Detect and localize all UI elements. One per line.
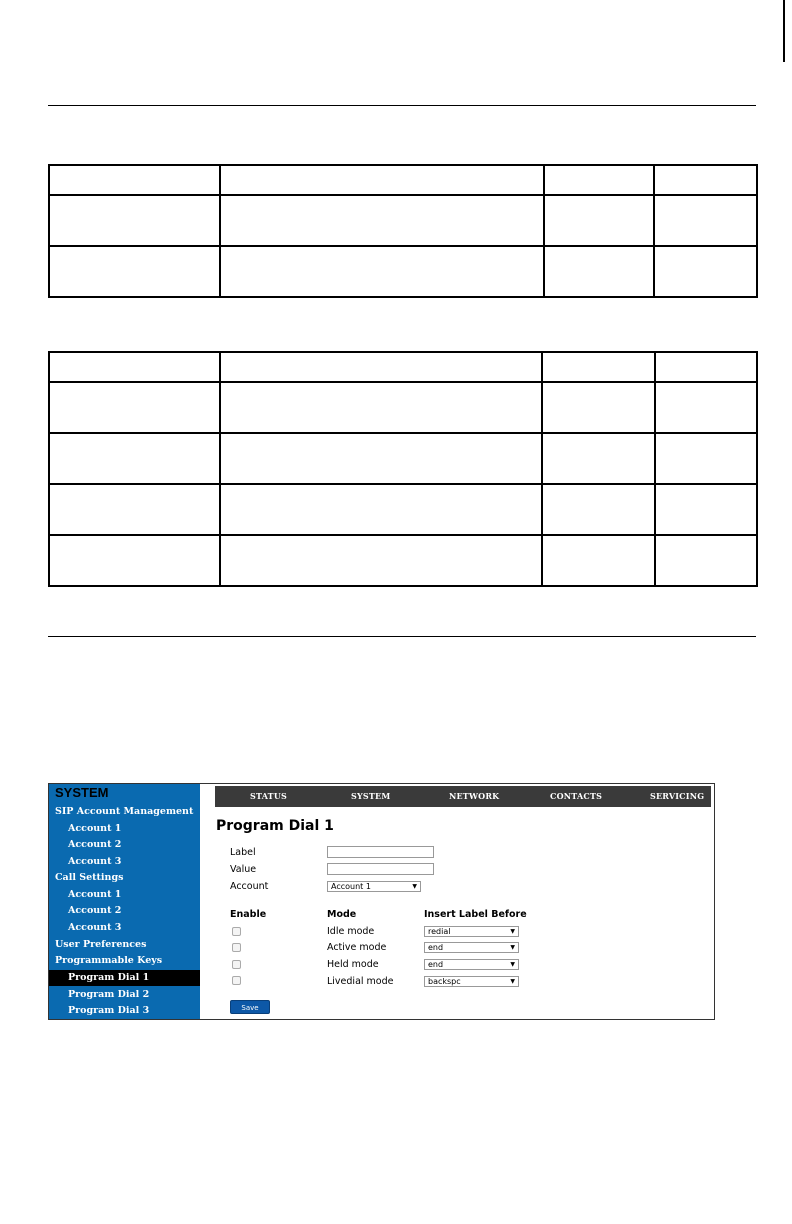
active-mode-checkbox[interactable] <box>232 943 241 952</box>
table-row <box>49 195 757 246</box>
dropdown-arrow-icon: ▼ <box>510 928 515 935</box>
sidebar-item-call-settings[interactable]: Call Settings <box>55 872 124 883</box>
label-input[interactable] <box>327 846 434 858</box>
active-mode-label: Active mode <box>327 942 387 953</box>
table-row <box>49 246 757 297</box>
sidebar-title: SYSTEM <box>55 785 109 800</box>
table-row <box>49 484 757 535</box>
table-row <box>49 382 757 433</box>
active-mode-select[interactable] <box>424 942 519 953</box>
active-mode-select-value: end <box>428 943 444 952</box>
sidebar-item-programmable-keys[interactable]: Programmable Keys <box>55 955 163 966</box>
table-row <box>49 535 757 586</box>
mode-header: Mode <box>327 909 357 920</box>
top-nav <box>215 786 711 807</box>
idle-mode-label: Idle mode <box>327 926 375 937</box>
livedial-mode-checkbox[interactable] <box>232 976 241 985</box>
table-2 <box>48 351 758 587</box>
nav-status[interactable]: STATUS <box>250 791 287 801</box>
nav-servicing[interactable]: SERVICING <box>650 791 705 801</box>
table-1 <box>48 164 758 298</box>
sidebar-item-sip-account-2[interactable]: Account 2 <box>68 839 122 850</box>
sidebar-item-sip-account-management[interactable]: SIP Account Management <box>55 806 194 817</box>
livedial-mode-label: Livedial mode <box>327 976 394 987</box>
sidebar-item-call-account-3[interactable]: Account 3 <box>68 922 122 933</box>
sidebar-item-program-dial-2[interactable]: Program Dial 2 <box>68 989 150 1000</box>
held-mode-select-value: end <box>428 960 444 969</box>
held-mode-select[interactable] <box>424 959 519 970</box>
held-mode-checkbox[interactable] <box>232 960 241 969</box>
account-select-value: Account 1 <box>331 882 371 891</box>
table-row <box>49 433 757 484</box>
sidebar-item-call-account-2[interactable]: Account 2 <box>68 905 122 916</box>
top-rule <box>48 105 756 106</box>
dropdown-arrow-icon: ▼ <box>412 883 417 890</box>
sidebar-item-sip-account-3[interactable]: Account 3 <box>68 856 122 867</box>
table-row <box>49 165 757 195</box>
idle-mode-checkbox[interactable] <box>232 927 241 936</box>
dropdown-arrow-icon: ▼ <box>510 944 515 951</box>
sidebar <box>49 784 200 1019</box>
idle-mode-select-value: redial <box>428 927 451 936</box>
crop-mark <box>783 0 785 62</box>
value-field-label: Value <box>230 864 257 875</box>
sidebar-item-program-dial-3[interactable]: Program Dial 3 <box>68 1005 150 1016</box>
nav-network[interactable]: NETWORK <box>449 791 500 801</box>
value-input[interactable] <box>327 863 434 875</box>
dropdown-arrow-icon: ▼ <box>510 961 515 968</box>
sidebar-item-program-dial-1[interactable]: Program Dial 1 <box>49 970 200 986</box>
sidebar-item-user-preferences[interactable]: User Preferences <box>55 939 147 950</box>
label-field-label: Label <box>230 847 256 858</box>
section-rule <box>48 636 756 637</box>
program-dial-screenshot <box>48 783 715 1020</box>
page-title: Program Dial 1 <box>216 818 334 834</box>
save-button[interactable]: Save <box>230 1000 270 1014</box>
sidebar-item-sip-account-1[interactable]: Account 1 <box>68 823 122 834</box>
account-select[interactable] <box>327 881 421 892</box>
livedial-mode-select-value: backspc <box>428 977 461 986</box>
held-mode-label: Held mode <box>327 959 379 970</box>
livedial-mode-select[interactable] <box>424 976 519 987</box>
enable-header: Enable <box>230 909 267 920</box>
nav-system[interactable]: SYSTEM <box>351 791 391 801</box>
table-row <box>49 352 757 382</box>
account-field-label: Account <box>230 881 269 892</box>
sidebar-item-call-account-1[interactable]: Account 1 <box>68 889 122 900</box>
dropdown-arrow-icon: ▼ <box>510 978 515 985</box>
insert-label-header: Insert Label Before <box>424 909 527 920</box>
idle-mode-select[interactable] <box>424 926 519 937</box>
nav-contacts[interactable]: CONTACTS <box>550 791 603 801</box>
